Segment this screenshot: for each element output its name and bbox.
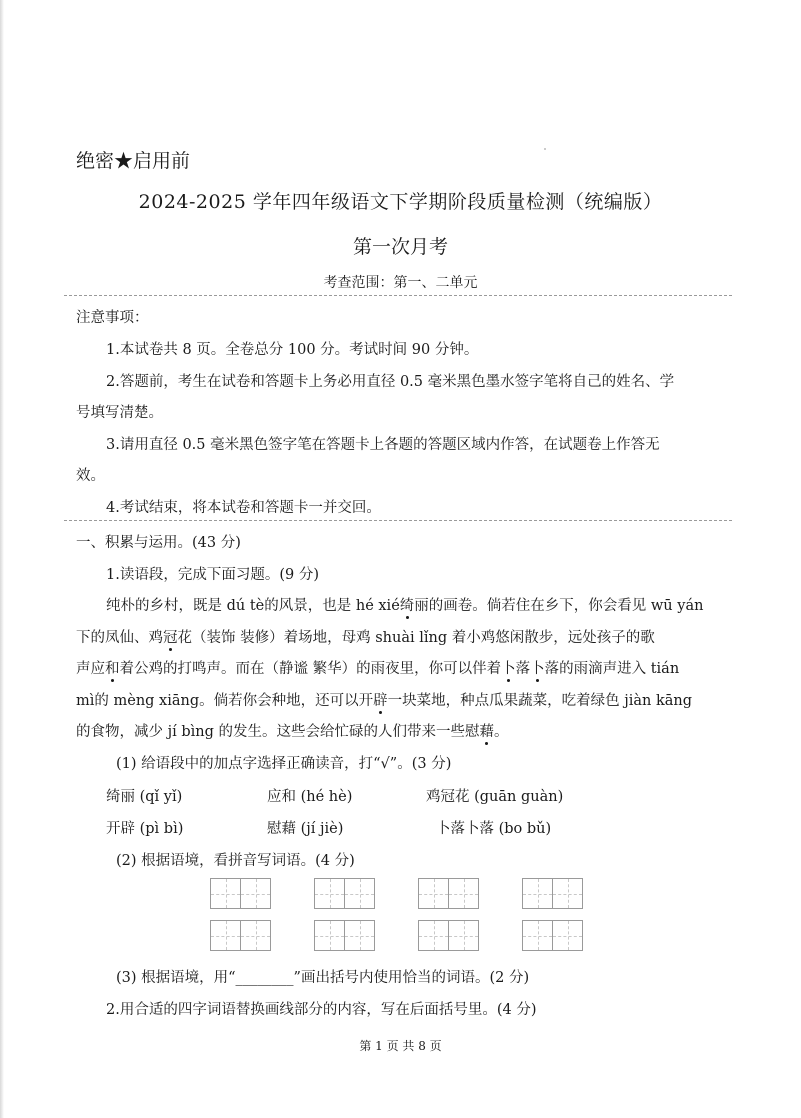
option-qili: 绮丽 (qǐ yǐ)	[106, 789, 183, 805]
answer-grid-6[interactable]	[314, 920, 374, 951]
notes-heading: 注意事项：	[76, 310, 149, 326]
dotted-char: 卜	[501, 661, 516, 677]
passage-line-1	[106, 594, 703, 615]
option-buluo: 卜落卜落 (bo bǔ)	[436, 821, 552, 837]
exam-title: 2024-2025 学年四年级语文下学期阶段质量检测（统编版）	[138, 191, 663, 213]
dotted-char: 藉	[479, 724, 494, 740]
notes-item-4: 4.考试结束，将本试卷和答题卡一并交回。	[106, 500, 381, 516]
answer-grid-3[interactable]	[418, 878, 478, 909]
option-kaipi: 开辟 (pì bì)	[106, 821, 184, 837]
notes-item-3-line-2: 效。	[76, 468, 105, 484]
answer-grid-2[interactable]	[314, 878, 374, 909]
passage-line-3	[76, 657, 679, 678]
option-yinghe: 应和 (hé hè)	[267, 789, 353, 805]
passage-text: 下的凤仙、鸡	[76, 630, 163, 646]
passage-text: 声应	[76, 661, 105, 677]
question-1-heading: 1.读语段，完成下面习题。(9 分)	[106, 567, 319, 583]
sub-question-2: (2) 根据语境，看拼音写词语。(4 分)	[116, 853, 355, 869]
section-1-heading: 一、积累与运用。(43 分)	[76, 535, 241, 551]
passage-text: 的食物，减少 jí bìng 的发生。这些会给忙碌的人们带来一些慰	[76, 724, 480, 740]
notes-item-2-line-2: 号填写清楚。	[76, 405, 163, 421]
notes-item-2-line-1: 2.答题前，考生在试卷和答题卡上务必用直径 0.5 毫米黑色墨水签字笔将自己的姓名、学	[106, 374, 675, 390]
question-2-heading: 2.用合适的四字词语替换画线部分的内容，写在后面括号里。(4 分)	[106, 1002, 537, 1018]
answer-grid-5[interactable]	[210, 920, 270, 951]
dotted-char: 冠	[163, 630, 178, 646]
answer-grid-4[interactable]	[522, 878, 582, 909]
passage-text: 。	[494, 724, 509, 740]
passage-text: 落的雨滴声进入 tián	[544, 661, 680, 677]
passage-text: 落	[515, 661, 531, 677]
dotted-char: 辟	[373, 693, 388, 709]
dotted-char: 卜	[530, 661, 545, 677]
confidential-label: 绝密★启用前	[76, 150, 191, 172]
dotted-char: 和	[105, 661, 120, 677]
option-weijie: 慰藉 (jí jiè)	[267, 821, 344, 837]
passage-text: 纯朴的乡村，既是 dú tè的风景，也是 hé xié	[106, 598, 400, 614]
dotted-char: 绮	[399, 598, 415, 614]
divider-top	[64, 295, 732, 296]
scan-speck	[544, 148, 546, 150]
passage-text: 一块菜地，种点瓜果蔬菜，吃着绿色 jiàn kāng	[387, 693, 693, 709]
answer-grid-1[interactable]	[210, 878, 270, 909]
divider-bottom	[64, 520, 732, 521]
passage-text: mì的 mèng xiāng。倘若你会种地，还可以开	[76, 693, 374, 709]
notes-item-3-line-1: 3.请用直径 0.5 毫米黑色签字笔在答题卡上各题的答题区域内作答，在试题卷上作答无	[106, 437, 660, 453]
exam-subtitle: 第一次月考	[352, 236, 448, 258]
passage-text: 花（装饰 装修）着场地，母鸡 shuài lǐng 着小鸡悠闲散步，远处孩子的歌	[177, 630, 655, 646]
passage-line-5	[76, 720, 509, 741]
page-edge-shadow	[0, 0, 4, 1118]
passage-text: 着公鸡的打鸣声。而在（静谧 繁华）的雨夜里，你可以伴着	[119, 661, 502, 677]
answer-grid-8[interactable]	[522, 920, 582, 951]
answer-grid-7[interactable]	[418, 920, 478, 951]
passage-line-2	[76, 626, 655, 647]
exam-scope: 考查范围：第一、二单元	[323, 275, 478, 291]
passage-text: 丽的画卷。倘若住在乡下，你会看见 wū yán	[414, 598, 704, 614]
sub-question-1: (1) 给语段中的加点字选择正确读音，打“√”。(3 分)	[116, 756, 452, 772]
passage-line-4	[76, 689, 692, 710]
option-jiguanhua: 鸡冠花 (guān guàn)	[426, 789, 564, 805]
sub-question-3: (3) 根据语境，用“________”画出括号内使用恰当的词语。(2 分)	[116, 970, 530, 986]
page-footer: 第 1 页 共 8 页	[359, 1039, 442, 1053]
notes-item-1: 1.本试卷共 8 页。全卷总分 100 分。考试时间 90 分钟。	[106, 342, 479, 358]
